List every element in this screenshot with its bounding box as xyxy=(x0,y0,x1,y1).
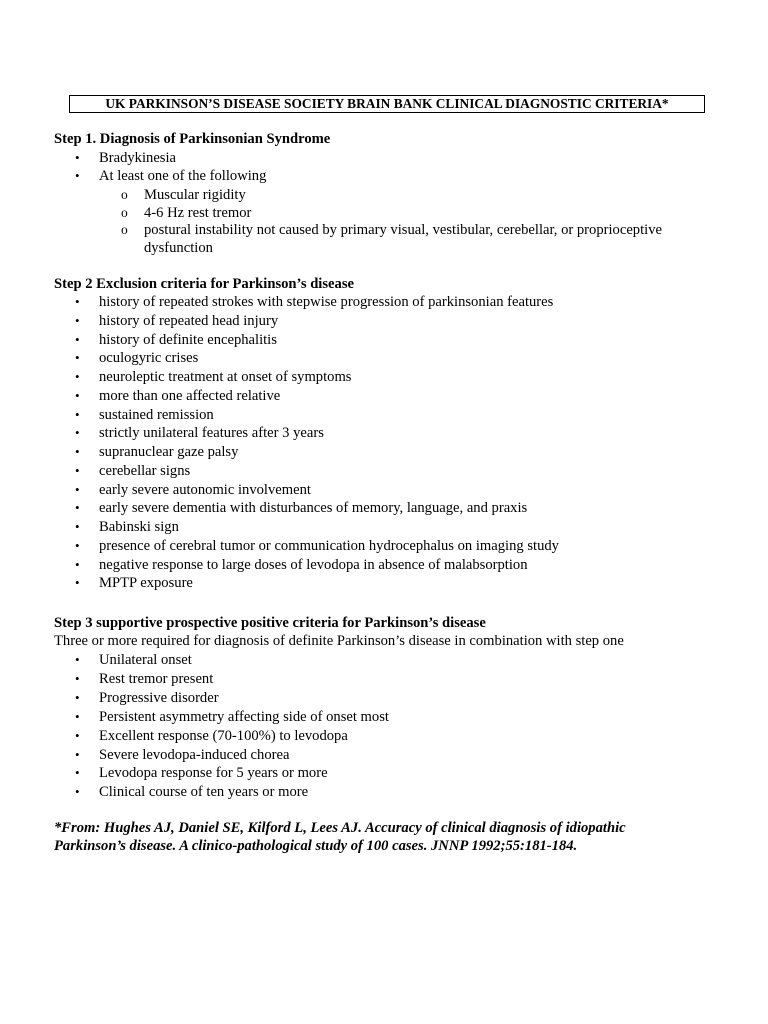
step1-subitem-continuation: dysfunction xyxy=(144,240,213,256)
list-item: more than one affected relative xyxy=(99,388,281,404)
document-title: UK PARKINSON’S DISEASE SOCIETY BRAIN BANK CLINICAL DIAGNOSTIC CRITERIA* xyxy=(69,95,705,113)
list-item: Unilateral onset xyxy=(99,652,192,668)
step1-item: Bradykinesia xyxy=(99,150,177,166)
step1-item: At least one of the following xyxy=(99,168,267,184)
list-item: Rest tremor present xyxy=(99,671,214,687)
bullet-icon: • xyxy=(75,728,80,743)
bullet-icon: • xyxy=(75,747,80,762)
step2-heading: Step 2 Exclusion criteria for Parkinson’s disease xyxy=(54,276,354,292)
bullet-icon: • xyxy=(75,709,80,724)
list-item: strictly unilateral features after 3 years xyxy=(99,425,324,441)
bullet-icon: • xyxy=(75,444,80,459)
step1-subitem: postural instability not caused by primary visual, vestibular, cerebellar, or proprioceptive xyxy=(144,222,662,238)
step1-heading: Step 1. Diagnosis of Parkinsonian Syndrome xyxy=(54,131,331,147)
bullet-icon: • xyxy=(75,463,80,478)
list-item: history of definite encephalitis xyxy=(99,332,277,348)
reference-citation xyxy=(54,819,714,855)
bullet-icon: • xyxy=(75,425,80,440)
circle-bullet-icon: o xyxy=(121,205,128,220)
list-item: Excellent response (70-100%) to levodopa xyxy=(99,728,348,744)
bullet-icon: • xyxy=(75,482,80,497)
list-item: early severe autonomic involvement xyxy=(99,482,311,498)
bullet-icon: • xyxy=(75,652,80,667)
list-item: Babinski sign xyxy=(99,519,179,535)
bullet-icon: • xyxy=(75,690,80,705)
bullet-icon: • xyxy=(75,671,80,686)
bullet-icon: • xyxy=(75,765,80,780)
list-item: Clinical course of ten years or more xyxy=(99,784,309,800)
list-item: history of repeated head injury xyxy=(99,313,279,329)
reference-line: *From: Hughes AJ, Daniel SE, Kilford L, Lees AJ. Accuracy of clinical diagnosis of idiopathic xyxy=(54,820,626,836)
step1-subitem: 4-6 Hz rest tremor xyxy=(144,205,252,221)
circle-bullet-icon: o xyxy=(121,222,128,237)
bullet-icon: • xyxy=(75,575,80,590)
bullet-icon: • xyxy=(75,388,80,403)
list-item: presence of cerebral tumor or communication hydrocephalus on imaging study xyxy=(99,538,559,554)
bullet-icon: • xyxy=(75,332,80,347)
list-item: Persistent asymmetry affecting side of onset most xyxy=(99,709,389,725)
list-item: Severe levodopa-induced chorea xyxy=(99,747,290,763)
list-item: supranuclear gaze palsy xyxy=(99,444,239,460)
list-item: negative response to large doses of levodopa in absence of malabsorption xyxy=(99,557,528,573)
bullet-icon: • xyxy=(75,557,80,572)
list-item: sustained remission xyxy=(99,407,214,423)
bullet-icon: • xyxy=(75,294,80,309)
reference-line: Parkinson’s disease. A clinico-pathological study of 100 cases. JNNP 1992;55:181-184. xyxy=(54,838,578,854)
bullet-icon: • xyxy=(75,168,80,183)
list-item: MPTP exposure xyxy=(99,575,193,591)
bullet-icon: • xyxy=(75,538,80,553)
step3-intro: Three or more required for diagnosis of definite Parkinson’s disease in combination with step one xyxy=(54,633,624,649)
step3-heading: Step 3 supportive prospective positive criteria for Parkinson’s disease xyxy=(54,615,486,631)
bullet-icon: • xyxy=(75,407,80,422)
list-item: neuroleptic treatment at onset of symptoms xyxy=(99,369,352,385)
list-item: early severe dementia with disturbances of memory, language, and praxis xyxy=(99,500,528,516)
list-item: history of repeated strokes with stepwise progression of parkinsonian features xyxy=(99,294,554,310)
bullet-icon: • xyxy=(75,350,80,365)
bullet-icon: • xyxy=(75,519,80,534)
step1-subitem: Muscular rigidity xyxy=(144,187,246,203)
circle-bullet-icon: o xyxy=(121,187,128,202)
bullet-icon: • xyxy=(75,313,80,328)
list-item: Levodopa response for 5 years or more xyxy=(99,765,328,781)
bullet-icon: • xyxy=(75,150,80,165)
list-item: Progressive disorder xyxy=(99,690,219,706)
bullet-icon: • xyxy=(75,784,80,799)
bullet-icon: • xyxy=(75,500,80,515)
list-item: oculogyric crises xyxy=(99,350,199,366)
list-item: cerebellar signs xyxy=(99,463,191,479)
bullet-icon: • xyxy=(75,369,80,384)
